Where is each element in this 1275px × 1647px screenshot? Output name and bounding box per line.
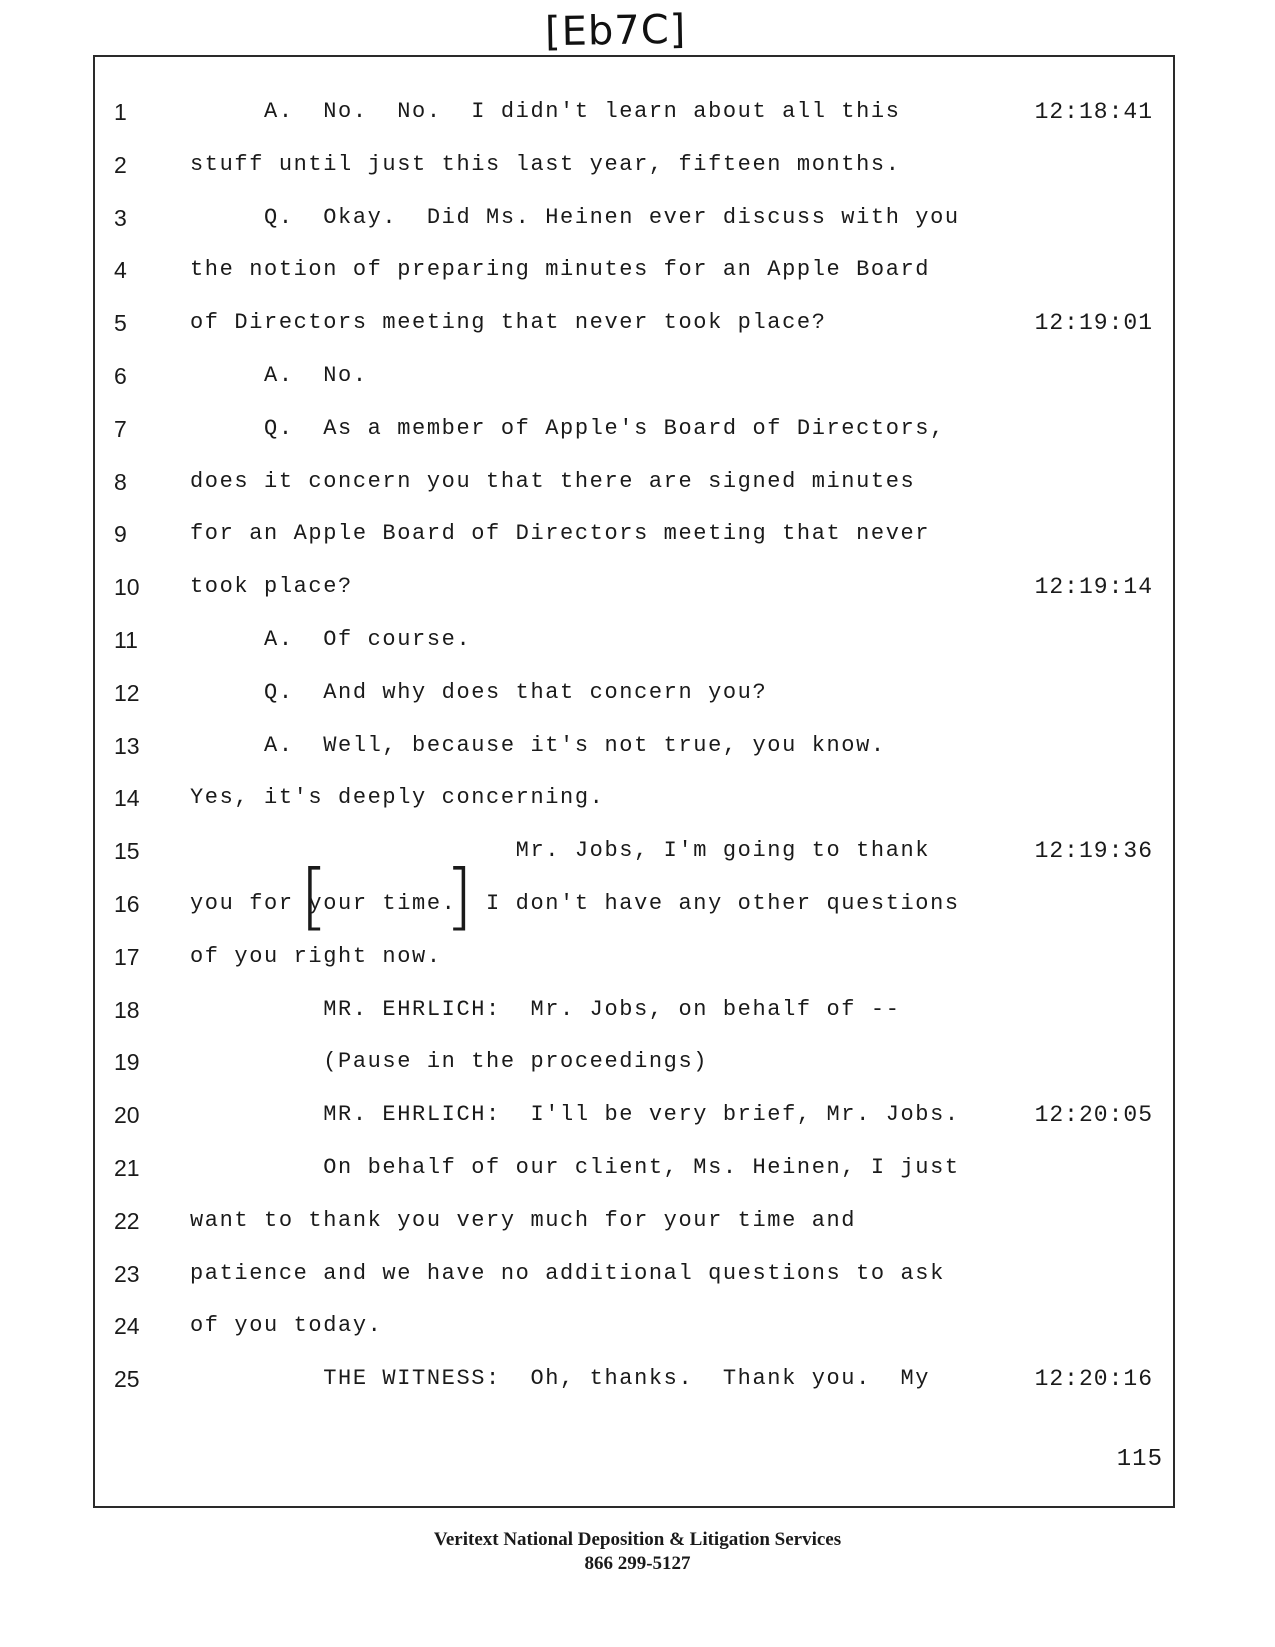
- timestamp: 12:20:16: [1034, 1366, 1153, 1393]
- redaction-stamp: [Eb7C]: [544, 6, 687, 56]
- page-number: 115: [1116, 1446, 1163, 1473]
- line-number: 18: [114, 996, 140, 1023]
- line-number: 21: [114, 1155, 140, 1181]
- transcript-line: [0, 567, 1275, 607]
- line-number: 11: [114, 627, 138, 653]
- transcript-line: [0, 1201, 1275, 1241]
- line-text: (Pause in the proceedings): [190, 1049, 709, 1075]
- line-text: A. No.: [190, 363, 368, 388]
- line-text: Yes, it's deeply concerning.: [190, 785, 605, 811]
- line-text: THE WITNESS: Oh, thanks. Thank you. My: [190, 1366, 931, 1392]
- transcript-line: [0, 937, 1275, 977]
- timestamp: 12:19:36: [1034, 838, 1153, 865]
- line-number: 22: [114, 1207, 140, 1234]
- transcript-line: [0, 409, 1275, 449]
- line-number: 14: [114, 785, 140, 812]
- line-number: 13: [114, 732, 140, 759]
- line-number: 20: [114, 1102, 140, 1129]
- line-number: 10: [114, 574, 140, 601]
- line-number: 3: [114, 204, 127, 231]
- transcript-line: [0, 990, 1275, 1030]
- transcript-line: [0, 145, 1275, 185]
- line-text: of you today.: [190, 1313, 383, 1339]
- transcript-line: [0, 831, 1275, 871]
- line-text: Q. As a member of Apple's Board of Directors,: [190, 415, 945, 441]
- line-text: took place?: [190, 574, 353, 600]
- line-text: does it concern you that there are signed minutes: [190, 468, 916, 494]
- timestamp: 12:20:05: [1034, 1102, 1153, 1129]
- line-number: 24: [114, 1313, 140, 1340]
- redaction-bracket-right: ]: [445, 854, 474, 938]
- timestamp: 12:19:01: [1034, 310, 1153, 337]
- line-number: 4: [114, 257, 127, 284]
- transcript-line: [0, 514, 1275, 554]
- transcript-line: [0, 356, 1275, 396]
- line-text: patience and we have no additional questions to ask: [190, 1260, 945, 1286]
- line-text: want to thank you very much for your time and: [190, 1207, 857, 1233]
- transcript-line: [0, 620, 1275, 660]
- line-number: 17: [114, 943, 140, 970]
- line-number: 1: [114, 99, 127, 125]
- line-text: MR. EHRLICH: Mr. Jobs, on behalf of --: [190, 996, 901, 1022]
- line-text: A. No. No. I didn't learn about all this: [190, 99, 901, 124]
- line-number: 15: [114, 838, 140, 865]
- timestamp: 12:18:41: [1034, 99, 1153, 125]
- line-number: 25: [114, 1366, 140, 1393]
- transcript-line: [0, 92, 1275, 132]
- line-text: Q. And why does that concern you?: [190, 679, 768, 705]
- line-text: On behalf of our client, Ms. Heinen, I just: [190, 1155, 960, 1180]
- transcript-line: [0, 1042, 1275, 1082]
- line-number: 16: [114, 891, 140, 917]
- transcript-line: [0, 884, 1275, 924]
- line-number: 2: [114, 151, 127, 178]
- footer-company: Veritext National Deposition & Litigation Services: [433, 1529, 842, 1550]
- line-text: MR. EHRLICH: I'll be very brief, Mr. Jobs.: [190, 1102, 960, 1128]
- line-text: Q. Okay. Did Ms. Heinen ever discuss with you: [190, 204, 960, 230]
- line-number: 6: [114, 363, 127, 389]
- timestamp: 12:19:14: [1034, 574, 1153, 601]
- line-number: 23: [114, 1260, 140, 1287]
- transcript-line: [0, 778, 1275, 818]
- line-text: of Directors meeting that never took place?: [190, 310, 827, 336]
- transcript-line: [0, 250, 1275, 290]
- transcript-line: [0, 1306, 1275, 1346]
- line-text: Mr. Jobs, I'm going to thank: [190, 838, 931, 864]
- transcript-line: [0, 462, 1275, 502]
- line-number: 9: [114, 521, 127, 548]
- line-text: of you right now.: [190, 943, 442, 969]
- transcript-line: [0, 1095, 1275, 1135]
- line-number: 19: [114, 1049, 140, 1076]
- transcript-line: [0, 1359, 1275, 1399]
- line-text: you for your time. I don't have any other questions: [190, 891, 960, 916]
- line-text: for an Apple Board of Directors meeting that never: [190, 521, 931, 547]
- footer-phone: 866 299-5127: [584, 1553, 691, 1574]
- line-text: A. Well, because it's not true, you know.: [190, 732, 886, 758]
- line-number: 8: [114, 468, 127, 495]
- transcript-line: [0, 303, 1275, 343]
- line-text: stuff until just this last year, fifteen months.: [190, 151, 901, 177]
- transcript-line: [0, 1148, 1275, 1188]
- line-number: 12: [114, 679, 140, 706]
- line-text: the notion of preparing minutes for an Apple Board: [190, 257, 931, 283]
- line-text: A. Of course.: [190, 627, 472, 652]
- transcript-line: [0, 726, 1275, 766]
- redaction-bracket-left: [: [300, 854, 329, 938]
- line-number: 5: [114, 310, 127, 337]
- line-number: 7: [114, 415, 127, 442]
- transcript-line: [0, 673, 1275, 713]
- transcript-line: [0, 1254, 1275, 1294]
- transcript-line: [0, 198, 1275, 238]
